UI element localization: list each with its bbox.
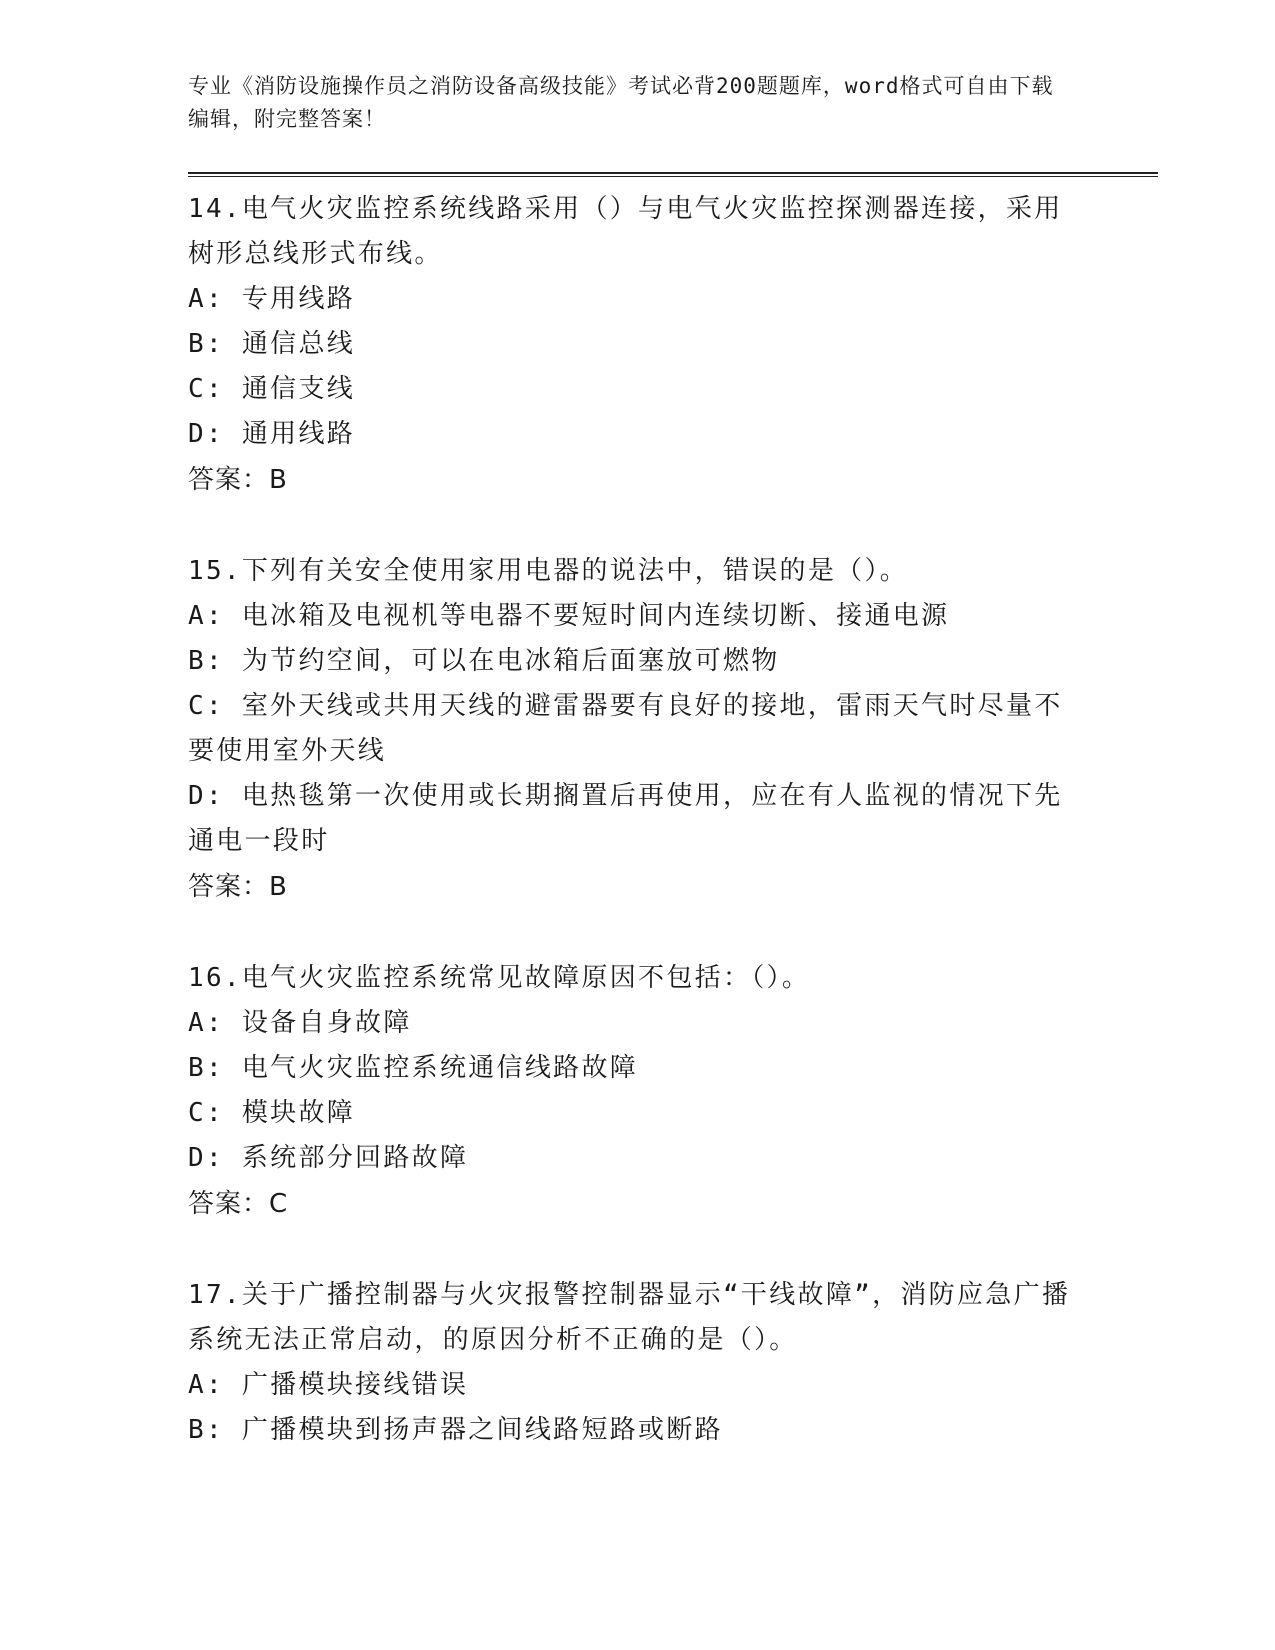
question-stem: 15.下列有关安全使用家用电器的说法中，错误的是（）。 — [188, 556, 909, 586]
option-b: B: 为节约空间，可以在电冰箱后面塞放可燃物 — [188, 646, 780, 676]
option-b: B: 电气火灾监控系统通信线路故障 — [188, 1053, 639, 1083]
question-stem: 16.电气火灾监控系统常见故障原因不包括：（）。 — [188, 963, 811, 993]
option-a: A: 电冰箱及电视机等电器不要短时间内连续切断、接通电源 — [188, 601, 950, 631]
option-d: D: 电热毯第一次使用或长期搁置后再使用，应在有人监视的情况下先通电一段时 — [188, 781, 1063, 856]
option-b: B: 广播模块到扬声器之间线路短路或断路 — [188, 1415, 723, 1445]
option-c: C: 通信支线 — [188, 374, 356, 404]
answer-line: 答案：B — [188, 872, 288, 902]
question-14 — [188, 187, 1158, 503]
option-c: C: 室外天线或共用天线的避雷器要有良好的接地，雷雨天气时尽量不要使用室外天线 — [188, 691, 1063, 766]
option-c: C: 模块故障 — [188, 1098, 356, 1128]
option-b: B: 通信总线 — [188, 329, 356, 359]
question-15 — [188, 549, 1158, 910]
header-divider — [188, 172, 1158, 177]
option-a: A: 专用线路 — [188, 284, 356, 314]
option-d: D: 系统部分回路故障 — [188, 1143, 469, 1173]
option-a: A: 广播模块接线错误 — [188, 1370, 469, 1400]
document-header: 专业《消防设施操作员之消防设备高级技能》考试必背200题题库，word格式可自由下载编辑，附完整答案！ — [188, 74, 1054, 131]
option-d: D: 通用线路 — [188, 419, 356, 449]
question-stem: 17.关于广播控制器与火灾报警控制器显示“干线故障”，消防应急广播系统无法正常启动，的原因分析不正确的是（）。 — [188, 1280, 1071, 1355]
answer-line: 答案：B — [188, 465, 288, 495]
question-17 — [188, 1273, 1158, 1453]
answer-line: 答案：C — [188, 1189, 289, 1219]
document-page — [188, 70, 1158, 1453]
option-a: A: 设备自身故障 — [188, 1008, 412, 1038]
question-16 — [188, 956, 1158, 1227]
question-stem: 14.电气火灾监控系统线路采用（）与电气火灾监控探测器连接，采用树形总线形式布线。 — [188, 194, 1063, 269]
